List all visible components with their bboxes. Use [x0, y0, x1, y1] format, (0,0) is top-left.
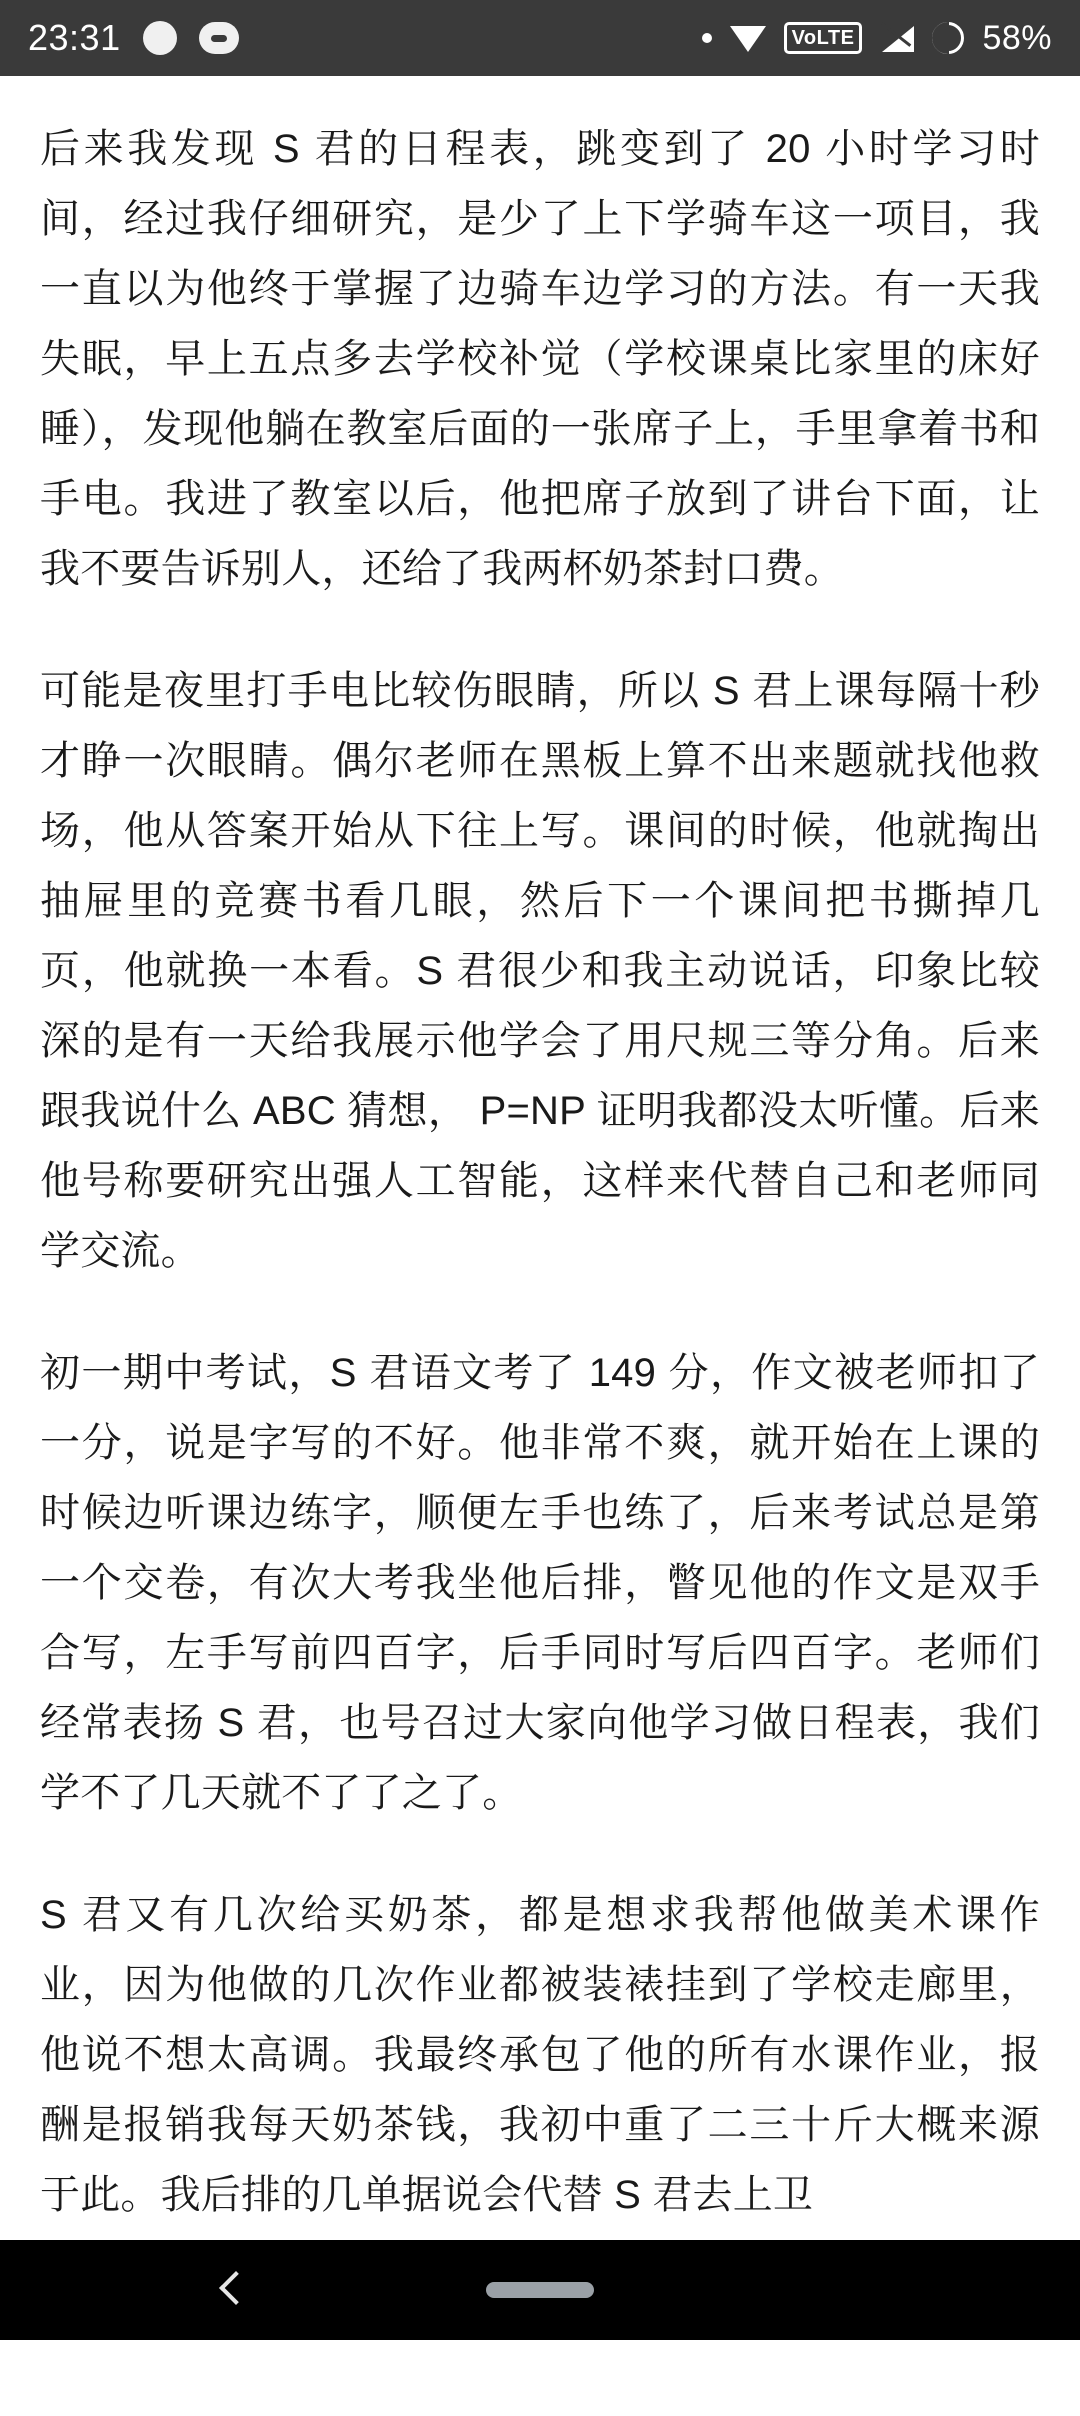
volte-icon: VoLTE: [784, 22, 863, 54]
article-paragraph: 后来我发现 S 君的日程表，跳变到了 20 小时学习时间，经过我仔细研究，是少了上下学骑车这一项目，我一直以为他终于掌握了边骑车边学习的方法。有一天我失眠，早上五点多去学校补觉（学校课桌比家里的床好睡），发现他躺在教室后面的一张席子上，手里拿着书和手电。我进了教室以后，他把席子放到了讲台下面，让我不要告诉别人，还给了我两杯奶茶封口费。: [40, 114, 1040, 604]
tiny-dot-icon: [702, 33, 712, 43]
battery-icon: [932, 22, 964, 54]
signal-icon: [880, 24, 914, 52]
status-clock: 23:31: [28, 17, 121, 59]
chat-icon: [199, 22, 239, 54]
article-paragraph: 可能是夜里打手电比较伤眼睛，所以 S 君上课每隔十秒才睁一次眼睛。偶尔老师在黑板上算不出来题就找他救场，他从答案开始从下往上写。课间的时候，他就掏出抽屉里的竞赛书看几眼，然后下一个课间把书撕掉几页，他就换一本看。S 君很少和我主动说话，印象比较深的是有一天给我展示他学会了用尺规三等分角。后来跟我说什么 ABC 猜想， P=NP 证明我都没太听懂。后来他号称要研究出强人工智能，这样来代替自己和老师同学交流。: [40, 656, 1040, 1286]
battery-percent-label: 58%: [982, 19, 1052, 58]
status-bar: [0, 0, 1080, 76]
system-navigation-bar: [0, 2240, 1080, 2340]
dot-icon: [143, 21, 177, 55]
status-bar-left: [28, 17, 239, 59]
article-reader[interactable]: [0, 76, 1080, 2416]
article-paragraph: S 君又有几次给买奶茶，都是想求我帮他做美术课作业，因为他做的几次作业都被装裱挂到了学校走廊里，他说不想太高调。我最终承包了他的所有水课作业，报酬是报销我每天奶茶钱，我初中重了二三十斤大概来源于此。我后排的几单据说会代替 S 君去上卫: [40, 1880, 1040, 2230]
wifi-icon: [730, 24, 766, 52]
home-indicator[interactable]: [486, 2282, 594, 2298]
status-bar-right: [702, 19, 1052, 58]
article-paragraph: 初一期中考试，S 君语文考了 149 分，作文被老师扣了一分，说是字写的不好。他非常不爽，就开始在上课的时候边听课边练字，顺便左手也练了，后来考试总是第一个交卷，有次大考我坐他后排，瞥见他的作文是双手合写，左手写前四百字，后手同时写后四百字。老师们经常表扬 S 君，也号召过大家向他学习做日程表，我们学不了几天就不了了之了。: [40, 1338, 1040, 1828]
back-icon[interactable]: [210, 2268, 254, 2312]
content-bottom-mask: [0, 2226, 1080, 2240]
